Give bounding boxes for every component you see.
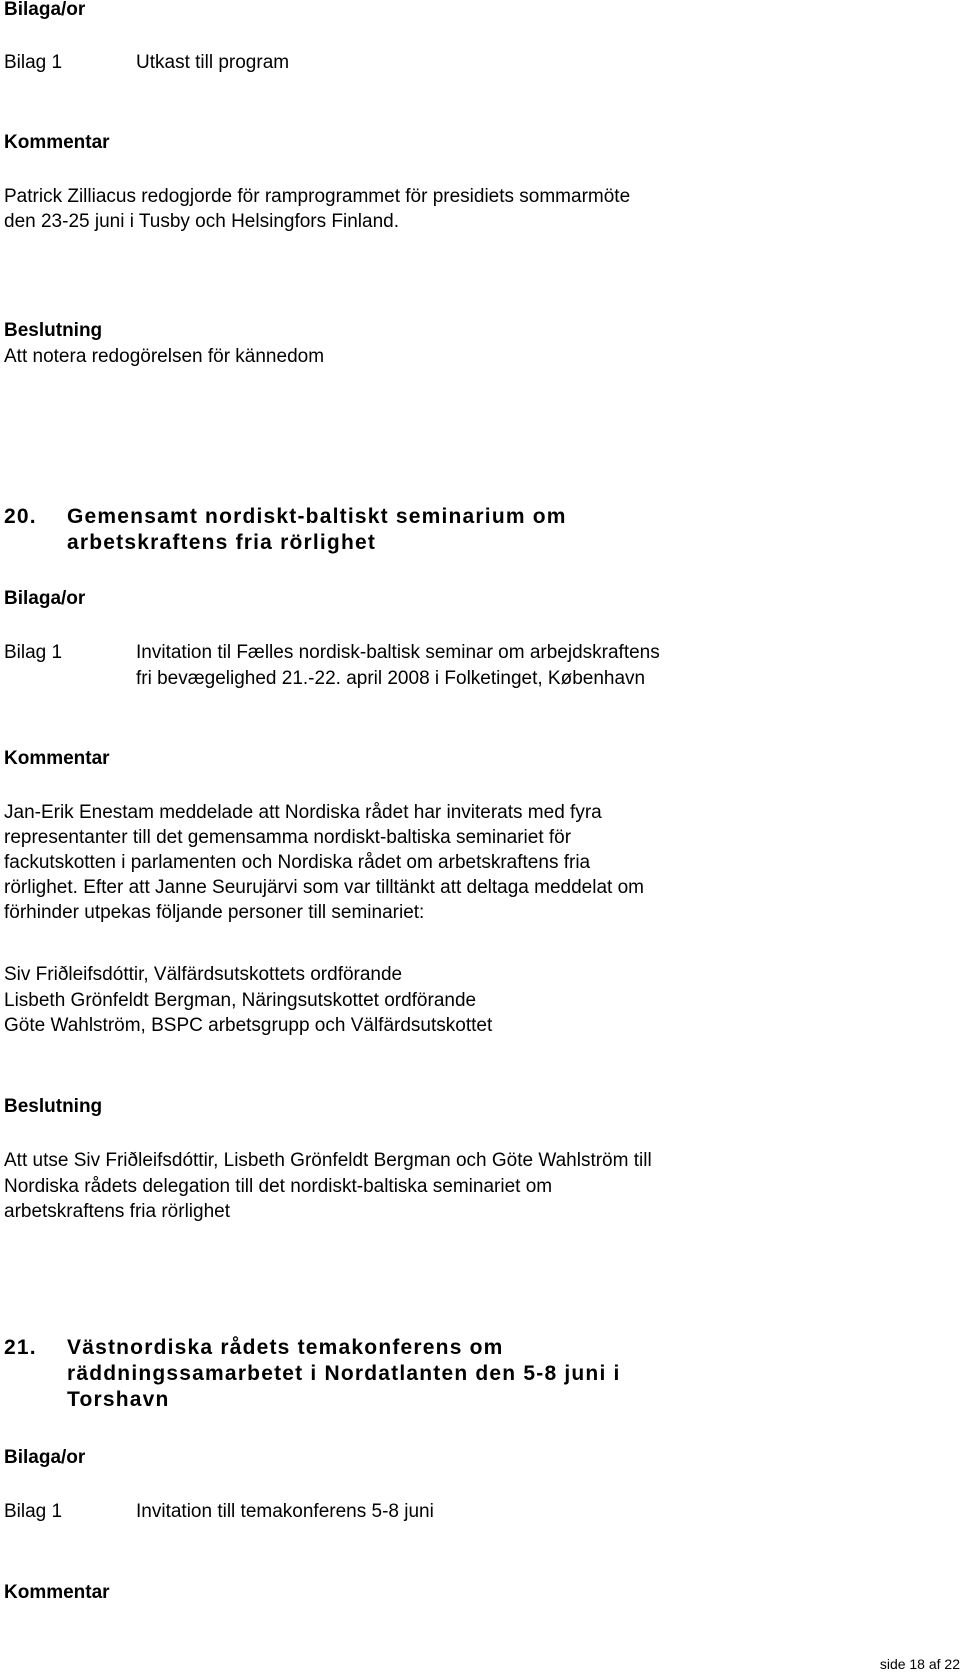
item-title-line: arbetskraftens fria rörlighet [67, 531, 377, 554]
attachment-text: Invitation till temakonferens 5-8 juni [136, 1501, 434, 1522]
attachment-text-line: fri bevægelighed 21.-22. april 2008 i Folketinget, København [136, 668, 646, 689]
comment-line: representanter till det gemensamma nordiskt-baltiska seminariet för [4, 827, 572, 848]
attachments-heading: Bilaga/or [4, 588, 86, 609]
attachment-label: Bilag 1 [4, 1501, 63, 1522]
item-title-line: Gemensamt nordiskt-baltiskt seminarium om [67, 505, 567, 528]
attachment-text: Utkast till program [136, 52, 290, 73]
attachment-text-line: Invitation til Fælles nordisk-baltisk seminar om arbejdskraftens [136, 642, 660, 663]
comment-line: förhinder utpekas följande personer till seminariet: [4, 902, 425, 923]
item-title-line: räddningssamarbetet i Nordatlanten den 5-8 juni i [67, 1362, 621, 1385]
comment-line: rörlighet. Efter att Janne Seurujärvi som var tilltänkt att deltaga meddelat om [4, 877, 644, 898]
decision-text: Att notera redogörelsen för kännedom [4, 346, 325, 367]
decision-line: arbetskraftens fria rörlighet [4, 1201, 230, 1222]
comment-heading: Kommentar [4, 132, 110, 153]
item-title-line: Västnordiska rådets temakonferens om [67, 1336, 504, 1359]
attachment-label: Bilag 1 [4, 52, 63, 73]
decision-heading: Beslutning [4, 320, 103, 341]
attachments-heading: Bilaga/or [4, 0, 86, 20]
attachments-heading: Bilaga/or [4, 1447, 86, 1468]
person-line: Göte Wahlström, BSPC arbetsgrupp och Välfärdsutskottet [4, 1015, 493, 1036]
person-line: Lisbeth Grönfeldt Bergman, Näringsutskottet ordförande [4, 990, 477, 1011]
item-number: 20. [4, 505, 37, 528]
comment-line: Jan-Erik Enestam meddelade att Nordiska rådet har inviterats med fyra [4, 802, 602, 823]
comment-line: fackutskotten i parlamenten och Nordiska rådet om arbetskraftens fria [4, 852, 591, 873]
attachment-label: Bilag 1 [4, 642, 63, 663]
comment-line: Patrick Zilliacus redogjorde för ramprogrammet för presidiets sommarmöte [4, 186, 631, 207]
comment-line: den 23-25 juni i Tusby och Helsingfors Finland. [4, 211, 400, 232]
decision-heading: Beslutning [4, 1096, 103, 1117]
item-title-line: Torshavn [67, 1388, 170, 1411]
page-number: side 18 af 22 [879, 1656, 960, 1672]
comment-heading: Kommentar [4, 748, 110, 769]
person-line: Siv Friðleifsdóttir, Välfärdsutskottets ordförande [4, 964, 403, 985]
item-number: 21. [4, 1336, 37, 1359]
decision-line: Nordiska rådets delegation till det nordiskt-baltiska seminariet om [4, 1176, 553, 1197]
comment-heading: Kommentar [4, 1582, 110, 1603]
decision-line: Att utse Siv Friðleifsdóttir, Lisbeth Grönfeldt Bergman och Göte Wahlström till [4, 1150, 652, 1171]
